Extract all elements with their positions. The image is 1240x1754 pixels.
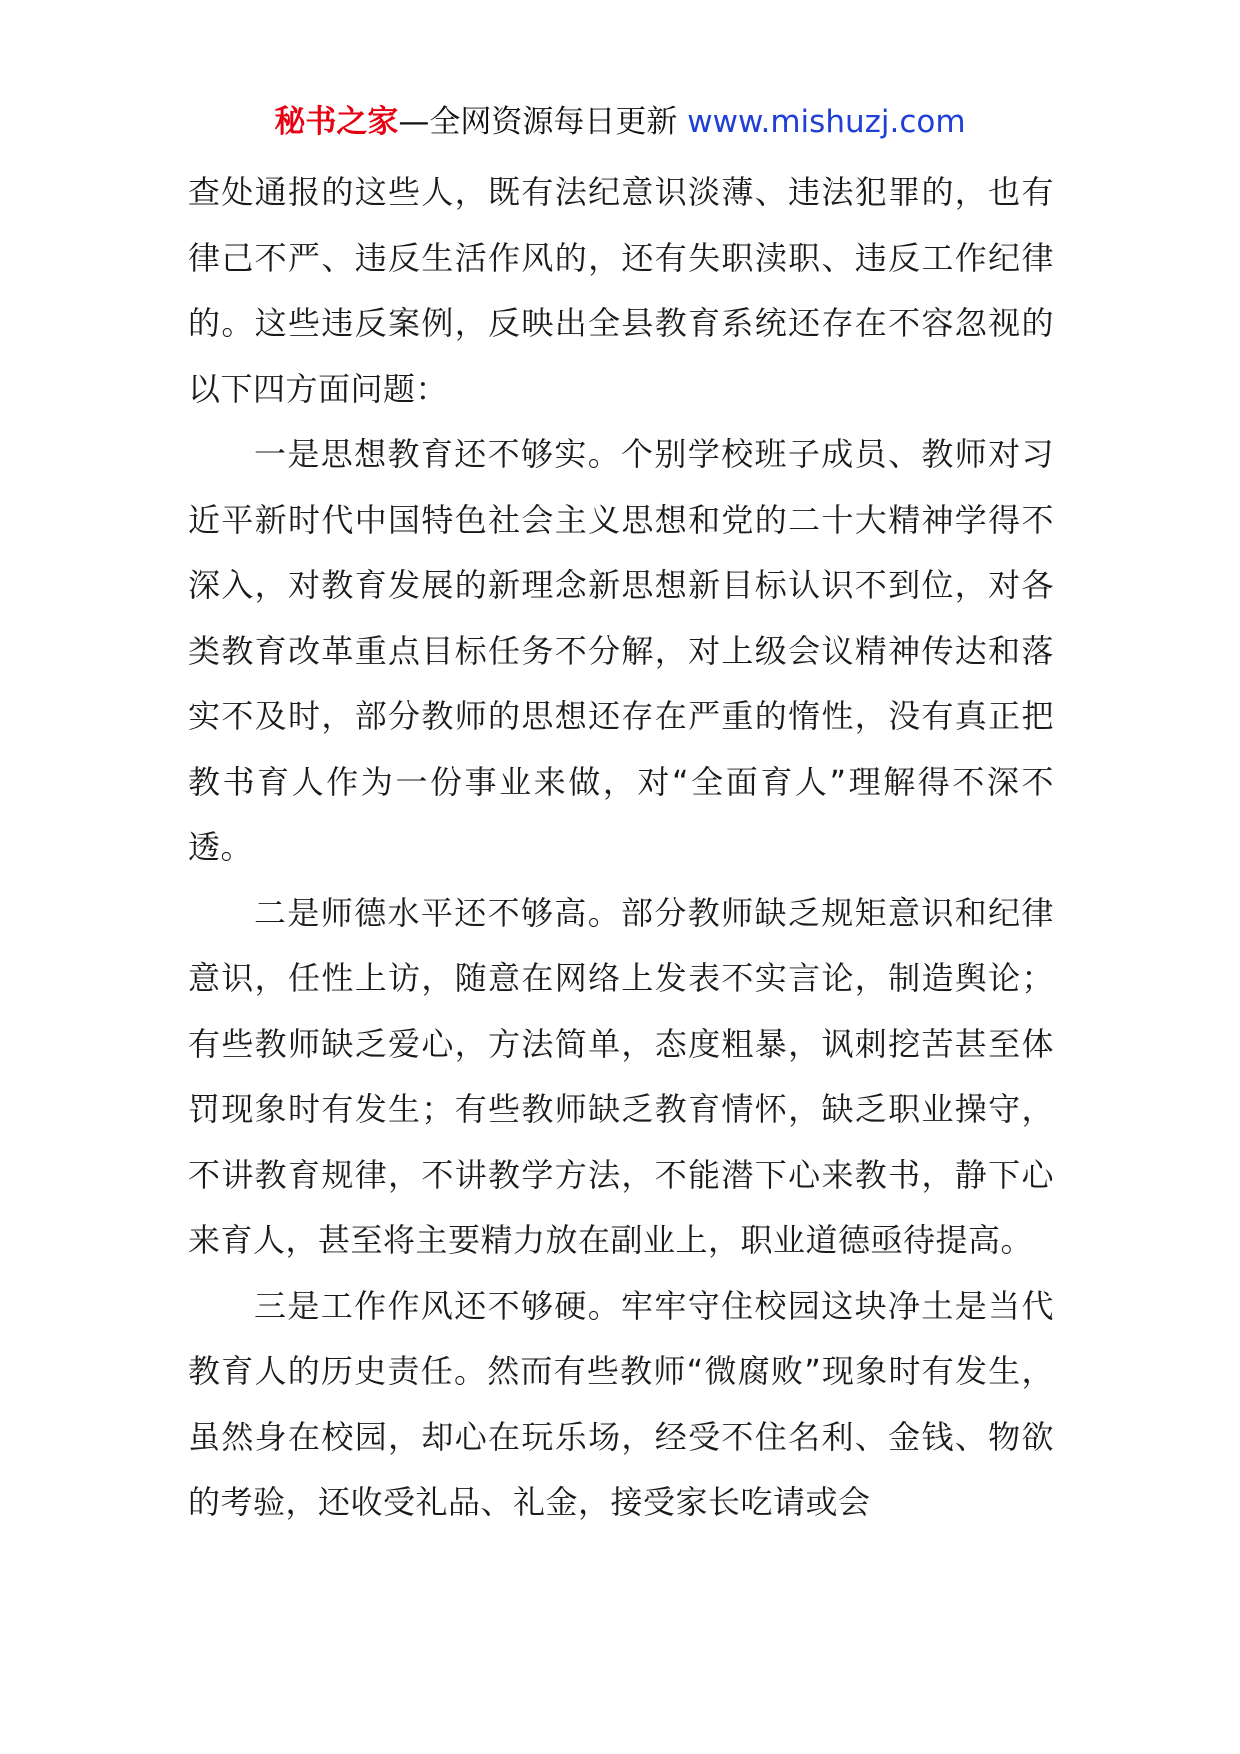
header-tagline: —全网资源每日更新 — [398, 104, 688, 140]
paragraph-point-three: 三是工作作风还不够硬。牢牢守住校园这块净土是当代教育人的历史责任。然而有些教师“微腐败”现象时有发生，虽然身在校园，却心在玩乐场，经受不住名利、金钱、物欲的考验，还收受礼品、礼金，接受家长吃请或会 — [188, 1286, 1054, 1521]
paragraph-point-two: 二是师德水平还不够高。部分教师缺乏规矩意识和纪律意识，任性上访，随意在网络上发表不实言论，制造舆论；有些教师缺乏爱心，方法简单，态度粗暴，讽刺挖苦甚至体罚现象时有发生；有些教师缺乏教育情怀，缺乏职业操守，不讲教育规律，不讲教学方法，不能潜下心来教书，静下心来育人，甚至将主要精力放在副业上，职业道德亟待提高。 — [188, 893, 1054, 1259]
paragraph-point-one: 一是思想教育还不够实。个别学校班子成员、教师对习近平新时代中国特色社会主义思想和党的二十大精神学得不深入，对教育发展的新理念新思想新目标认识不到位，对各类教育改革重点目标任务不分解，对上级会议精神传达和落实不及时，部分教师的思想还存在严重的惰性，没有真正把教书育人作为一份事业来做，对“全面育人”理解得不深不透。 — [188, 435, 1054, 866]
document-body — [188, 160, 1054, 1536]
brand-name: 秘书之家 — [274, 104, 399, 140]
site-link[interactable]: www.mishuzj.com — [687, 104, 966, 140]
page-header — [0, 98, 1240, 146]
paragraph-intro: 查处通报的这些人，既有法纪意识淡薄、违法犯罪的，也有律己不严、违反生活作风的，还有失职渎职、违反工作纪律的。这些违反案例，反映出全县教育系统还存在不容忽视的以下四方面问题： — [188, 173, 1054, 408]
